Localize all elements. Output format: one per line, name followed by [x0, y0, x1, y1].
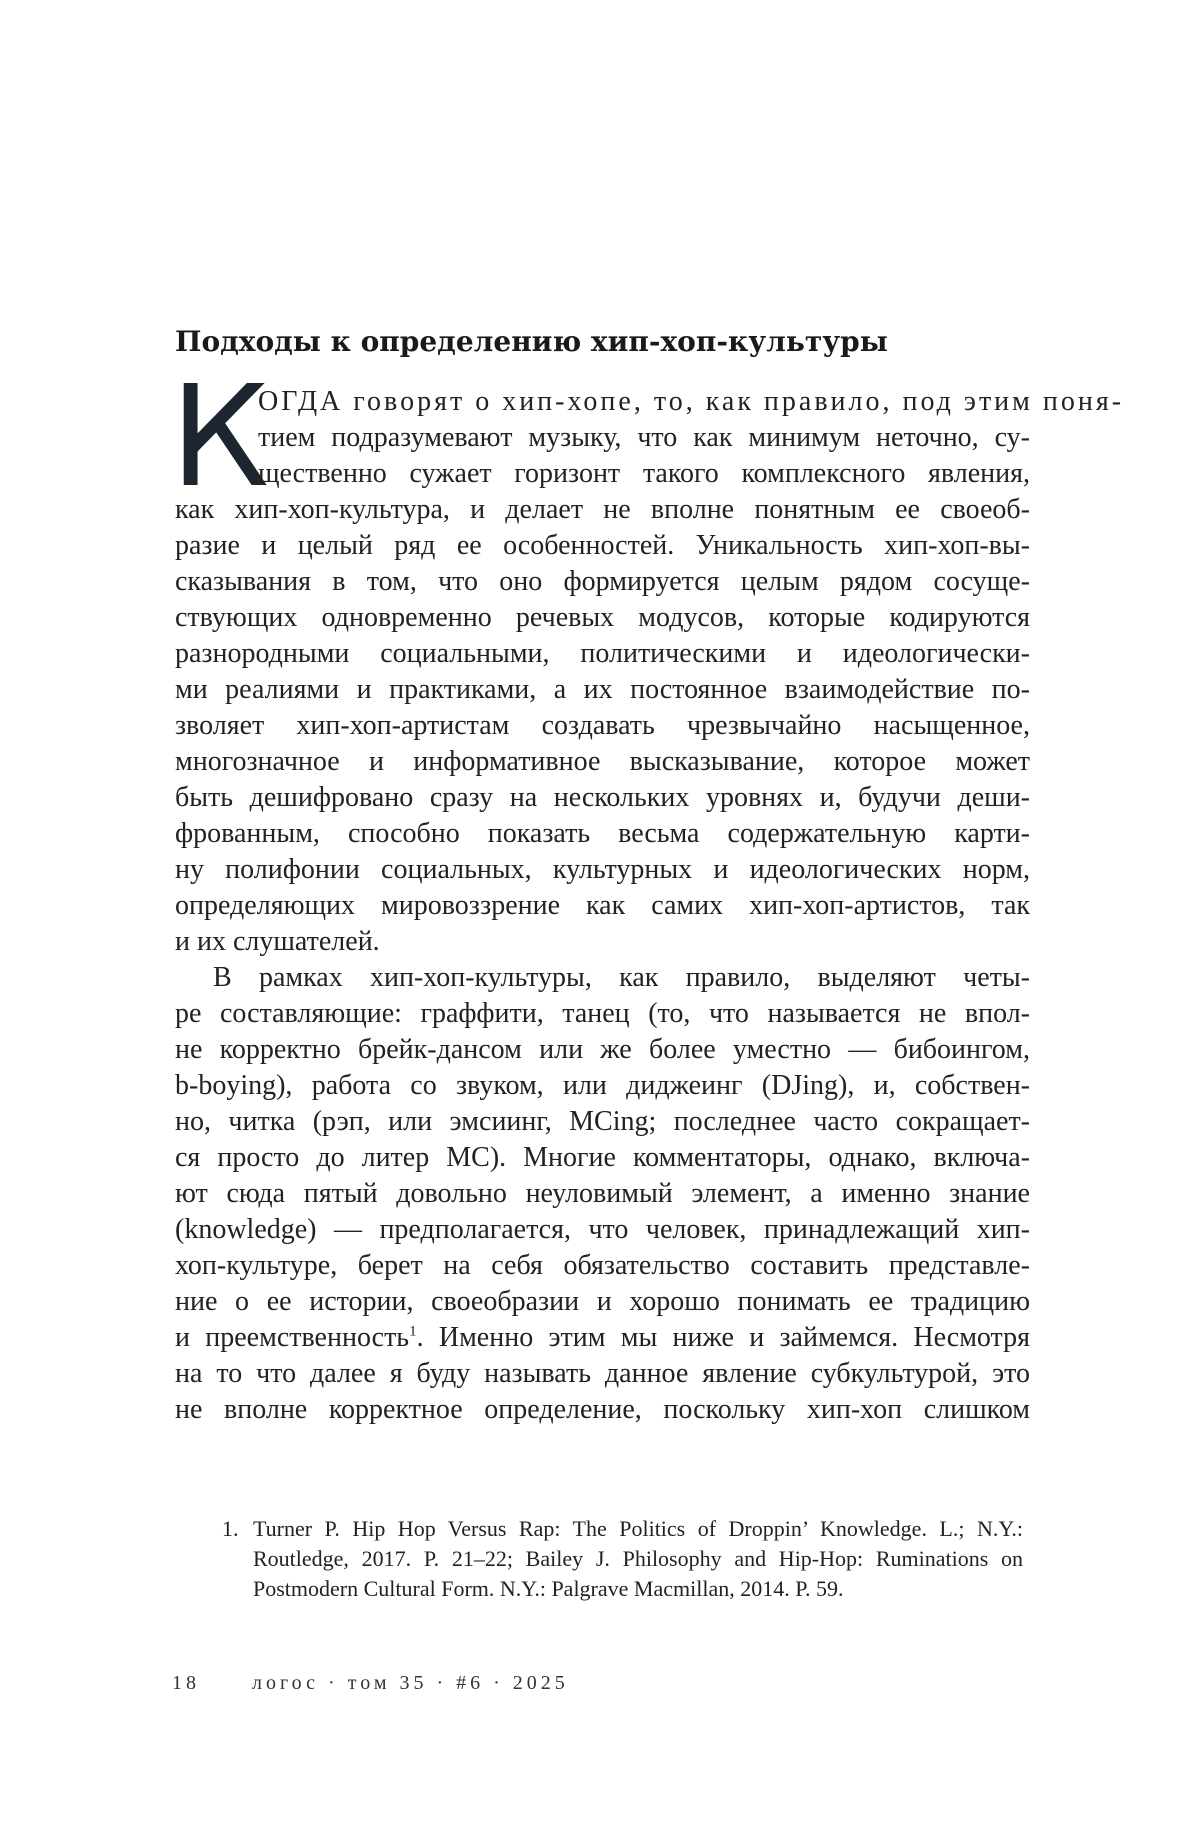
- text-line: тием подразумевают музыку, что как минимум неточно, су-: [258, 422, 1030, 453]
- text-line: ся просто до литер MC). Многие комментаторы, однако, включа-: [175, 1142, 1030, 1173]
- text-line: ние о ее истории, своеобразии и хорошо понимать ее традицию: [175, 1286, 1030, 1317]
- text-line: b-boying), работа со звуком, или диджеинг (DJing), и, собствен-: [175, 1070, 1030, 1101]
- text-line: но, читка (рэп, или эмсиинг, MCing; последнее часто сокращает-: [175, 1106, 1030, 1137]
- text-line: определяющих мировоззрение как самих хип-хоп-артистов, так: [175, 890, 1030, 921]
- text-line: (knowledge) — предполагается, что человек, принадлежащий хип-: [175, 1214, 1030, 1245]
- footnote-reference[interactable]: 1: [409, 1323, 417, 1340]
- running-head: логос · том 35 · #6 · 2025: [252, 1672, 569, 1694]
- text-line: ствующих одновременно речевых модусов, которые кодируются: [175, 602, 1030, 633]
- text-line: хоп-культуре, берет на себя обязательство составить представле-: [175, 1250, 1030, 1281]
- text-line: и их слушателей.: [175, 926, 380, 957]
- drop-cap: К: [170, 356, 270, 519]
- text-fragment: и преемственность: [175, 1322, 410, 1353]
- text-line: сказывания в том, что оно формируется целым рядом сосуще-: [175, 566, 1030, 597]
- text-line: ОГДА говорят о хип-хопе, то, как правило, под этим поня-: [258, 386, 1125, 417]
- text-line: разнородными социальными, политическими и идеологически-: [175, 638, 1030, 669]
- text-line: не корректно брейк-дансом или же более уместно — бибоингом,: [175, 1034, 1030, 1065]
- text-line: на то что далее я буду называть данное явление субкультурой, это: [175, 1358, 1030, 1389]
- text-line: ре составляющие: граффити, танец (то, что называется не впол-: [175, 998, 1030, 1029]
- footnote-line: Routledge, 2017. P. 21–22; Bailey J. Philosophy and Hip-Hop: Ruminations on: [253, 1546, 1023, 1571]
- text-line: фрованным, способно показать весьма содержательную карти-: [175, 818, 1030, 849]
- footnote-line: Turner P. Hip Hop Versus Rap: The Politics of Droppin’ Knowledge. L.; N.Y.:: [253, 1516, 1023, 1541]
- section-heading: Подходы к определению хип-хоп-культуры: [175, 325, 888, 358]
- page-number: 18: [172, 1672, 200, 1694]
- text-line: щественно сужает горизонт такого комплексного явления,: [258, 458, 1030, 489]
- text-line: ют сюда пятый довольно неуловимый элемент, а именно знание: [175, 1178, 1030, 1209]
- text-line: ми реалиями и практиками, а их постоянное взаимодействие по-: [175, 674, 1030, 705]
- text-line: быть дешифровано сразу на нескольких уровнях и, будучи деши-: [175, 782, 1030, 813]
- footnote-line: Postmodern Cultural Form. N.Y.: Palgrave Macmillan, 2014. P. 59.: [253, 1576, 844, 1601]
- text-line: разие и целый ряд ее особенностей. Уникальность хип-хоп-вы-: [175, 530, 1030, 561]
- text-line: многозначное и информативное высказывание, которое может: [175, 746, 1030, 777]
- text-fragment: . Именно этим мы ниже и займемся. Несмотря: [416, 1322, 1030, 1353]
- text-line: ну полифонии социальных, культурных и идеологических норм,: [175, 854, 1030, 885]
- text-line: как хип-хоп-культура, и делает не вполне понятным ее своеоб-: [175, 494, 1030, 525]
- footnote-number: 1.: [222, 1516, 239, 1541]
- text-line: В рамках хип-хоп-культуры, как правило, выделяют четы-: [213, 962, 1030, 993]
- text-line: [175, 1320, 1030, 1356]
- text-line: зволяет хип-хоп-артистам создавать чрезвычайно насыщенное,: [175, 710, 1030, 741]
- text-line: не вполне корректное определение, поскольку хип-хоп слишком: [175, 1394, 1030, 1425]
